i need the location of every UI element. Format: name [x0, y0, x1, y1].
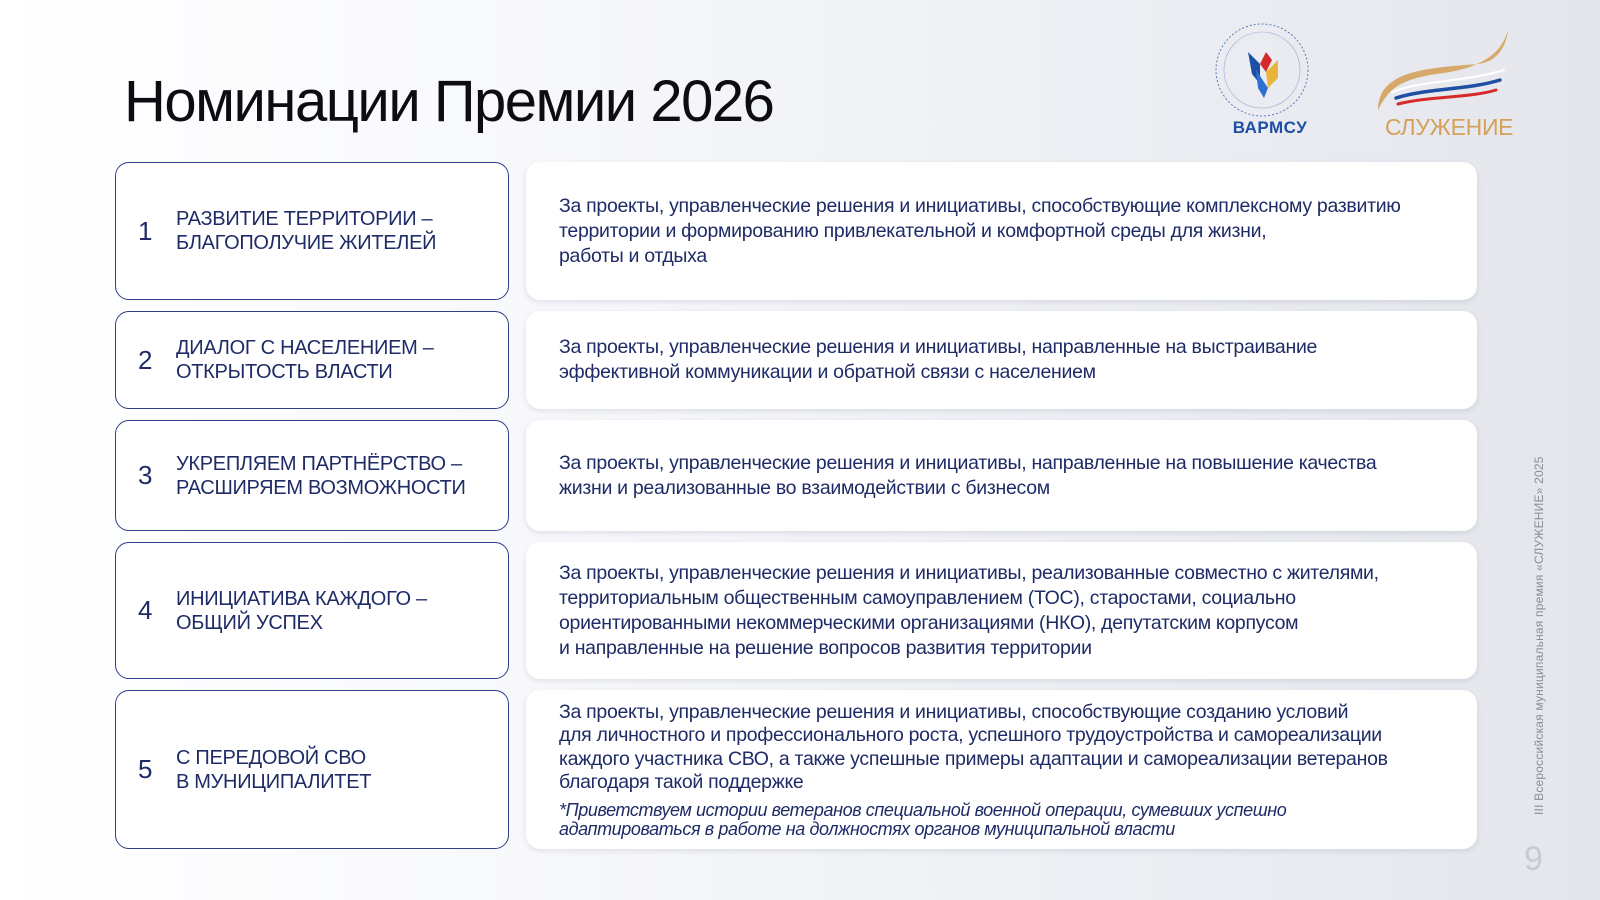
- description-line: За проекты, управленческие решения и инициативы, направленные на повышение качества: [559, 451, 1377, 474]
- nomination-number: 5: [138, 754, 153, 784]
- description-line: За проекты, управленческие решения и инициативы, способствующие комплексному развитию: [559, 194, 1401, 217]
- nomination-description: [559, 194, 1467, 269]
- footnote-line: *Приветствуем истории ветеранов специальной военной операции, сумевших успешно: [559, 799, 1287, 820]
- nomination-description: [559, 561, 1467, 661]
- description-line: За проекты, управленческие решения и инициативы, направленные на выстраивание: [559, 336, 1318, 358]
- description-line: работы и отдыха: [559, 244, 707, 267]
- nomination-title: [176, 452, 466, 500]
- nomination-title-card: [115, 420, 509, 531]
- nomination-title-line: РАСШИРЯЕМ ВОЗМОЖНОСТИ: [176, 476, 466, 499]
- description-line: эффективной коммуникации и обратной связи с населением: [559, 361, 1096, 383]
- nomination-number: 1: [138, 215, 153, 246]
- description-line: территориальным общественным самоуправлением (ТОС), старостами, социально: [559, 586, 1296, 609]
- nomination-title: [176, 336, 434, 384]
- nomination-description-card: [526, 542, 1477, 679]
- nomination-title-line: РАЗВИТИЕ ТЕРРИТОРИИ –: [176, 208, 433, 230]
- nomination-row-5: [115, 690, 1477, 849]
- page-number: 9: [1524, 840, 1543, 878]
- description-line: ориентированными некоммерческими организациями (НКО), депутатским корпусом: [559, 611, 1299, 634]
- nomination-title: [176, 207, 436, 255]
- nomination-title-line: ИНИЦИАТИВА КАЖДОГО –: [176, 587, 427, 610]
- nomination-title-line: УКРЕПЛЯЕМ ПАРТНЁРСТВО –: [176, 452, 462, 475]
- nomination-title-line: ОТКРЫТОСТЬ ВЛАСТИ: [176, 361, 393, 383]
- nomination-title: [176, 746, 371, 794]
- side-caption: III Всероссийская муниципальная премия «СЛУЖЕНИЕ» 2025: [1532, 456, 1546, 815]
- nomination-row-1: [115, 162, 1477, 300]
- footnote-line: адаптироваться в работе на должностях органов муниципальной власти: [559, 818, 1175, 839]
- nomination-title-card: [115, 690, 509, 849]
- nomination-description-card: [526, 690, 1477, 849]
- sluzhenie-logo: [1368, 24, 1538, 142]
- description-line: благодаря такой поддержке: [559, 771, 804, 793]
- nomination-title-line: ОБЩИЙ УСПЕХ: [176, 611, 323, 634]
- nomination-title-card: [115, 162, 509, 300]
- nomination-title: [176, 587, 427, 635]
- varmsu-emblem-icon: [1212, 22, 1328, 120]
- nomination-number: 2: [138, 344, 153, 375]
- nomination-title-line: БЛАГОПОЛУЧИЕ ЖИТЕЛЕЙ: [176, 232, 437, 254]
- nomination-title-line: ДИАЛОГ С НАСЕЛЕНИЕМ –: [176, 337, 434, 359]
- sluzhenie-logo-text: СЛУЖЕНИЕ: [1385, 114, 1514, 140]
- description-line: и направленные на решение вопросов развития территории: [559, 636, 1092, 659]
- nomination-number: 4: [138, 595, 153, 625]
- varmsu-logo-text: ВАРМСУ: [1232, 118, 1308, 137]
- nomination-footnote: [559, 801, 1467, 839]
- nominations-list: [115, 162, 1477, 849]
- nomination-description-card: [526, 162, 1477, 300]
- description-line: каждого участника СВО, а также успешные примеры адаптации и самореализации ветеранов: [559, 747, 1388, 770]
- nomination-description-card: [526, 420, 1477, 531]
- nomination-number: 3: [138, 460, 153, 490]
- nomination-row-2: [115, 311, 1477, 409]
- nomination-row-4: [115, 542, 1477, 679]
- nomination-description: [559, 335, 1467, 385]
- nomination-description: [559, 451, 1467, 501]
- description-line: территории и формированию привлекательной и комфортной среды для жизни,: [559, 219, 1267, 242]
- nomination-row-3: [115, 420, 1477, 531]
- description-line: для личностного и профессионального роста, успешного трудоустройства и самореализации: [559, 724, 1382, 746]
- description-line: За проекты, управленческие решения и инициативы, реализованные совместно с жителями,: [559, 561, 1379, 584]
- description-line: За проекты, управленческие решения и инициативы, способствующие созданию условий: [559, 700, 1349, 723]
- nomination-description-card: [526, 311, 1477, 409]
- nomination-description: [559, 701, 1467, 795]
- nomination-title-line: С ПЕРЕДОВОЙ СВО: [176, 746, 366, 769]
- page-title: Номинации Премии 2026: [124, 69, 774, 134]
- nomination-title-card: [115, 311, 509, 409]
- nomination-title-line: В МУНИЦИПАЛИТЕТ: [176, 770, 372, 793]
- description-line: жизни и реализованные во взаимодействии с бизнесом: [559, 476, 1050, 499]
- varmsu-logo: [1208, 22, 1332, 140]
- nomination-title-card: [115, 542, 509, 679]
